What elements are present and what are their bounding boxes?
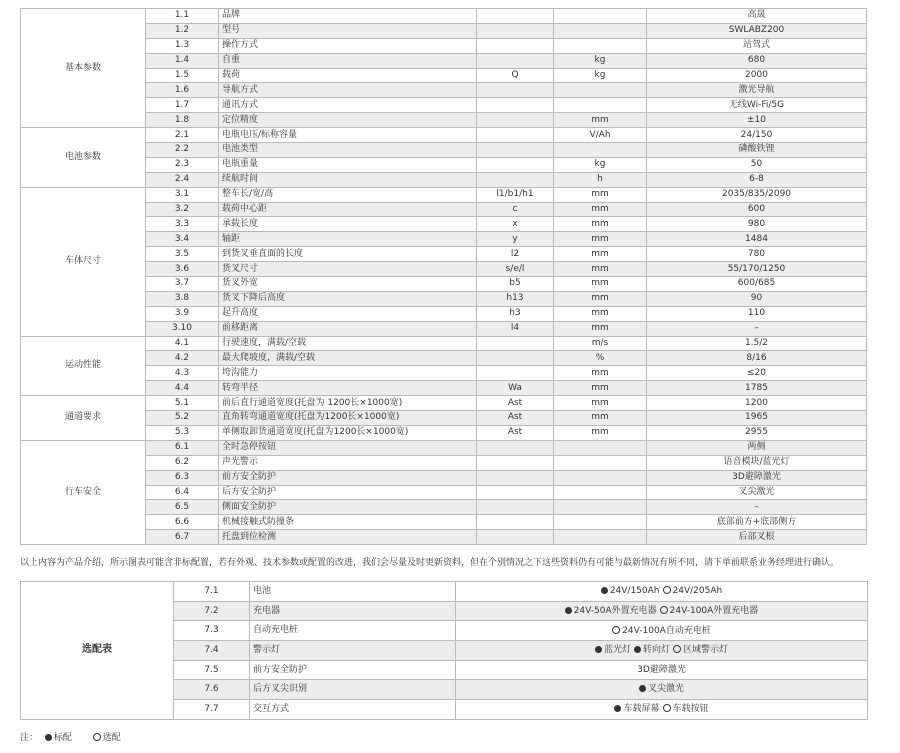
row-unit <box>554 515 647 530</box>
row-unit: mm <box>554 262 647 277</box>
legend <box>20 730 125 743</box>
option-label: 自动充电桩 <box>250 621 456 641</box>
table-row <box>21 98 867 113</box>
row-value: 磷酸铁锂 <box>647 143 867 158</box>
option-item-text: 24V/150Ah <box>609 586 660 597</box>
row-label: 定位精度 <box>219 113 477 128</box>
row-value: – <box>647 500 867 515</box>
row-label: 电瓶重量 <box>219 157 477 172</box>
row-value: 语音模块/蓝光灯 <box>647 455 867 470</box>
row-number: 3.7 <box>146 277 219 292</box>
row-unit: mm <box>554 291 647 306</box>
row-symbol <box>477 83 554 98</box>
table-row <box>21 515 867 530</box>
option-number: 7.1 <box>174 582 250 602</box>
option-item <box>595 645 631 655</box>
legend-standard: 标配 <box>45 733 72 743</box>
row-value: 站驾式 <box>647 38 867 53</box>
row-symbol: Ast <box>477 411 554 426</box>
row-value: 600/685 <box>647 277 867 292</box>
row-value: 叉尖激光 <box>647 485 867 500</box>
filled-circle-icon <box>601 587 608 594</box>
row-unit <box>554 530 647 545</box>
row-number: 1.5 <box>146 68 219 83</box>
row-label: 载荷 <box>219 68 477 83</box>
option-values <box>456 621 868 641</box>
option-label: 后方叉尖识别 <box>250 680 456 700</box>
legend-optional: 选配 <box>93 733 121 743</box>
table-row <box>21 500 867 515</box>
option-item <box>673 645 728 655</box>
row-value: 680 <box>647 53 867 68</box>
filled-circle-icon <box>595 646 602 653</box>
options-category: 选配表 <box>21 582 174 720</box>
option-item <box>663 586 723 596</box>
row-value: 2000 <box>647 68 867 83</box>
row-label: 单侧取卸货通道宽度(托盘为1200长×1000宽) <box>219 425 477 440</box>
option-item-text: 区域警示灯 <box>683 645 729 656</box>
option-item <box>660 606 759 616</box>
row-unit: mm <box>554 187 647 202</box>
row-number: 2.1 <box>146 128 219 143</box>
row-label: 自重 <box>219 53 477 68</box>
row-value: 后部叉根 <box>647 530 867 545</box>
row-symbol: c <box>477 202 554 217</box>
row-value: 高晟 <box>647 9 867 24</box>
row-value: 600 <box>647 202 867 217</box>
option-item-text: 24V-100A自动充电桩 <box>622 625 711 636</box>
row-value: 底部前方+底部侧方 <box>647 515 867 530</box>
row-unit <box>554 83 647 98</box>
row-label: 货叉外宽 <box>219 277 477 292</box>
table-row <box>21 440 867 455</box>
row-symbol <box>477 455 554 470</box>
option-item-text: 转向灯 <box>642 645 670 656</box>
row-label: 侧面安全防护 <box>219 500 477 515</box>
row-label: 电池类型 <box>219 143 477 158</box>
row-symbol <box>477 157 554 172</box>
row-unit <box>554 440 647 455</box>
row-symbol <box>477 98 554 113</box>
row-unit: mm <box>554 366 647 381</box>
row-number: 2.3 <box>146 157 219 172</box>
option-item-text: 叉尖激光 <box>647 684 684 695</box>
row-unit <box>554 143 647 158</box>
row-symbol: h13 <box>477 291 554 306</box>
row-unit <box>554 98 647 113</box>
options-table <box>20 581 868 720</box>
row-value: 无线Wi-Fi/5G <box>647 98 867 113</box>
row-unit: mm <box>554 217 647 232</box>
filled-circle-icon <box>639 685 646 692</box>
open-circle-icon <box>673 645 681 653</box>
row-number: 6.3 <box>146 470 219 485</box>
row-number: 3.9 <box>146 306 219 321</box>
open-circle-icon <box>93 733 101 741</box>
table-row <box>21 366 867 381</box>
row-symbol <box>477 500 554 515</box>
table-row <box>21 291 867 306</box>
row-value: 1785 <box>647 381 867 396</box>
row-value: 两侧 <box>647 440 867 455</box>
table-row <box>21 113 867 128</box>
row-symbol <box>477 351 554 366</box>
table-row <box>21 425 867 440</box>
table-row <box>21 68 867 83</box>
row-unit: mm <box>554 321 647 336</box>
table-row <box>21 336 867 351</box>
row-symbol: l1/b1/h1 <box>477 187 554 202</box>
row-label: 前后直行通道宽度(托盘为 1200长×1000宽) <box>219 396 477 411</box>
option-number: 7.2 <box>174 601 250 621</box>
row-label: 品牌 <box>219 9 477 24</box>
row-number: 4.1 <box>146 336 219 351</box>
row-unit: mm <box>554 381 647 396</box>
row-label: 轴距 <box>219 232 477 247</box>
row-unit: mm <box>554 396 647 411</box>
row-label: 到货叉垂直面的长度 <box>219 247 477 262</box>
row-unit: kg <box>554 53 647 68</box>
row-number: 3.1 <box>146 187 219 202</box>
row-number: 6.1 <box>146 440 219 455</box>
row-value: 8/16 <box>647 351 867 366</box>
row-unit: mm <box>554 425 647 440</box>
row-number: 1.2 <box>146 23 219 38</box>
row-label: 整车长/宽/高 <box>219 187 477 202</box>
table-row <box>21 262 867 277</box>
row-symbol: Wa <box>477 381 554 396</box>
row-value: 90 <box>647 291 867 306</box>
row-value: 激光导航 <box>647 83 867 98</box>
row-value: SWLABZ200 <box>647 23 867 38</box>
disclaimer: 以上内容为产品介绍，所示图表可能含非标配置，若有外观、技术参数或配置的改进，我们会尽量及时更新资料，但在个别情况之下这些资料仍有可能与最新情况有所不同，请下单前联系业务经理进行确认。 <box>20 558 840 568</box>
row-symbol <box>477 38 554 53</box>
row-number: 1.4 <box>146 53 219 68</box>
row-symbol <box>477 113 554 128</box>
row-unit: mm <box>554 247 647 262</box>
row-unit: mm <box>554 232 647 247</box>
row-unit: mm <box>554 202 647 217</box>
row-label: 操作方式 <box>219 38 477 53</box>
open-circle-icon <box>660 606 668 614</box>
row-value: 1200 <box>647 396 867 411</box>
row-value: ≤20 <box>647 366 867 381</box>
option-item <box>614 704 659 714</box>
row-symbol: x <box>477 217 554 232</box>
row-number: 4.2 <box>146 351 219 366</box>
category-cell: 行车安全 <box>21 440 146 544</box>
row-value: 780 <box>647 247 867 262</box>
row-unit: mm <box>554 306 647 321</box>
option-label: 电池 <box>250 582 456 602</box>
row-label: 前方安全防护 <box>219 470 477 485</box>
row-label: 续航时间 <box>219 172 477 187</box>
option-item <box>663 704 709 714</box>
table-row <box>21 411 867 426</box>
option-number: 7.6 <box>174 680 250 700</box>
row-symbol <box>477 530 554 545</box>
table-row <box>21 53 867 68</box>
category-cell: 基本参数 <box>21 9 146 128</box>
option-number: 7.5 <box>174 660 250 680</box>
table-row <box>21 455 867 470</box>
table-row <box>21 38 867 53</box>
option-label: 交互方式 <box>250 700 456 720</box>
row-value: – <box>647 321 867 336</box>
row-number: 1.3 <box>146 38 219 53</box>
row-symbol <box>477 53 554 68</box>
table-row <box>21 396 867 411</box>
row-label: 行驶速度，满载/空载 <box>219 336 477 351</box>
row-symbol: l4 <box>477 321 554 336</box>
option-values <box>456 641 868 661</box>
row-symbol: Ast <box>477 396 554 411</box>
table-row <box>21 143 867 158</box>
row-unit <box>554 23 647 38</box>
row-value: 1484 <box>647 232 867 247</box>
row-value: 2035/835/2090 <box>647 187 867 202</box>
row-unit <box>554 470 647 485</box>
row-symbol <box>477 23 554 38</box>
option-number: 7.3 <box>174 621 250 641</box>
table-row <box>21 470 867 485</box>
row-symbol <box>477 470 554 485</box>
row-number: 1.8 <box>146 113 219 128</box>
row-symbol <box>477 336 554 351</box>
row-symbol <box>477 128 554 143</box>
row-symbol <box>477 515 554 530</box>
row-value: 1965 <box>647 411 867 426</box>
table-row <box>21 485 867 500</box>
table-row <box>21 157 867 172</box>
row-number: 5.2 <box>146 411 219 426</box>
category-cell: 电池参数 <box>21 128 146 188</box>
row-label: 导航方式 <box>219 83 477 98</box>
option-item-text: 3D避障激光 <box>637 664 686 675</box>
table-row <box>21 217 867 232</box>
legend-prefix: 注： <box>20 733 39 743</box>
category-cell: 车体尺寸 <box>21 187 146 336</box>
table-row <box>21 83 867 98</box>
table-row <box>21 321 867 336</box>
row-number: 1.7 <box>146 98 219 113</box>
row-number: 2.2 <box>146 143 219 158</box>
filled-circle-icon <box>634 646 641 653</box>
row-label: 垮沟能力 <box>219 366 477 381</box>
row-unit: V/Ah <box>554 128 647 143</box>
row-number: 3.2 <box>146 202 219 217</box>
row-number: 5.1 <box>146 396 219 411</box>
row-number: 1.1 <box>146 9 219 24</box>
row-number: 4.4 <box>146 381 219 396</box>
filled-circle-icon <box>565 607 572 614</box>
row-value: 24/150 <box>647 128 867 143</box>
table-row <box>21 9 867 24</box>
option-label: 前方安全防护 <box>250 660 456 680</box>
row-symbol: l2 <box>477 247 554 262</box>
row-value: 2955 <box>647 425 867 440</box>
row-symbol <box>477 366 554 381</box>
table-row <box>21 530 867 545</box>
option-item <box>637 665 686 675</box>
row-symbol <box>477 440 554 455</box>
table-row <box>21 202 867 217</box>
option-number: 7.7 <box>174 700 250 720</box>
row-value: 50 <box>647 157 867 172</box>
row-symbol: b5 <box>477 277 554 292</box>
option-item <box>565 606 657 616</box>
row-symbol <box>477 172 554 187</box>
row-number: 6.2 <box>146 455 219 470</box>
filled-circle-icon <box>614 705 621 712</box>
row-value: 3D避障激光 <box>647 470 867 485</box>
option-values <box>456 601 868 621</box>
row-label: 直角转弯通道宽度(托盘为1200长×1000宽) <box>219 411 477 426</box>
table-row <box>21 128 867 143</box>
row-number: 1.6 <box>146 83 219 98</box>
row-symbol: h3 <box>477 306 554 321</box>
row-number: 3.10 <box>146 321 219 336</box>
option-item-text: 蓝光灯 <box>603 645 631 656</box>
row-unit: kg <box>554 68 647 83</box>
row-number: 6.4 <box>146 485 219 500</box>
row-unit <box>554 9 647 24</box>
row-unit: kg <box>554 157 647 172</box>
table-row <box>21 277 867 292</box>
row-symbol: Q <box>477 68 554 83</box>
row-symbol: s/e/l <box>477 262 554 277</box>
option-item <box>601 586 660 596</box>
option-item-text: 24V/205Ah <box>672 586 723 597</box>
row-label: 货叉尺寸 <box>219 262 477 277</box>
option-values <box>456 660 868 680</box>
row-symbol <box>477 143 554 158</box>
row-value: 110 <box>647 306 867 321</box>
row-value: 980 <box>647 217 867 232</box>
row-unit: mm <box>554 411 647 426</box>
row-unit: m/s <box>554 336 647 351</box>
category-cell: 运动性能 <box>21 336 146 396</box>
row-number: 6.6 <box>146 515 219 530</box>
option-item-text: 车载屏幕 <box>623 704 660 715</box>
row-number: 4.3 <box>146 366 219 381</box>
row-unit: % <box>554 351 647 366</box>
row-symbol <box>477 9 554 24</box>
row-symbol: Ast <box>477 425 554 440</box>
row-number: 3.3 <box>146 217 219 232</box>
table-row <box>21 187 867 202</box>
row-unit <box>554 455 647 470</box>
row-value: 55/170/1250 <box>647 262 867 277</box>
row-unit: mm <box>554 277 647 292</box>
row-symbol: y <box>477 232 554 247</box>
row-number: 2.4 <box>146 172 219 187</box>
table-row <box>21 172 867 187</box>
row-number: 6.7 <box>146 530 219 545</box>
row-label: 全时急停按钮 <box>219 440 477 455</box>
row-label: 型号 <box>219 23 477 38</box>
spec-table <box>20 8 867 545</box>
table-row <box>21 232 867 247</box>
open-circle-icon <box>612 626 620 634</box>
row-label: 前移距离 <box>219 321 477 336</box>
row-number: 3.4 <box>146 232 219 247</box>
row-label: 电瓶电压/标称容量 <box>219 128 477 143</box>
row-symbol <box>477 485 554 500</box>
row-label: 声光警示 <box>219 455 477 470</box>
row-unit <box>554 500 647 515</box>
row-label: 起升高度 <box>219 306 477 321</box>
table-row <box>21 351 867 366</box>
option-item <box>612 626 711 636</box>
row-unit <box>554 485 647 500</box>
row-label: 最大爬坡度，满载/空载 <box>219 351 477 366</box>
row-label: 托盘到位检测 <box>219 530 477 545</box>
table-row <box>21 23 867 38</box>
row-label: 机械接触式防撞条 <box>219 515 477 530</box>
row-label: 后方安全防护 <box>219 485 477 500</box>
option-item-text: 24V-50A外置充电器 <box>573 606 657 617</box>
table-row <box>21 247 867 262</box>
option-label: 警示灯 <box>250 641 456 661</box>
option-item-text: 车载按钮 <box>672 704 709 715</box>
table-row <box>21 381 867 396</box>
option-number: 7.4 <box>174 641 250 661</box>
option-values <box>456 700 868 720</box>
row-label: 载荷中心距 <box>219 202 477 217</box>
option-values <box>456 680 868 700</box>
option-item <box>639 684 684 694</box>
row-unit: h <box>554 172 647 187</box>
row-number: 6.5 <box>146 500 219 515</box>
row-unit <box>554 38 647 53</box>
row-number: 3.8 <box>146 291 219 306</box>
row-label: 承载长度 <box>219 217 477 232</box>
open-circle-icon <box>663 586 671 594</box>
open-circle-icon <box>663 704 671 712</box>
filled-circle-icon <box>45 734 52 741</box>
option-item-text: 24V-100A外置充电器 <box>669 606 759 617</box>
row-value: ±10 <box>647 113 867 128</box>
row-label: 通讯方式 <box>219 98 477 113</box>
table-row <box>21 306 867 321</box>
option-item <box>634 645 670 655</box>
row-number: 3.6 <box>146 262 219 277</box>
category-cell: 通道要求 <box>21 396 146 441</box>
row-unit: mm <box>554 113 647 128</box>
option-row <box>21 582 868 602</box>
row-label: 转弯半径 <box>219 381 477 396</box>
row-number: 5.3 <box>146 425 219 440</box>
option-label: 充电器 <box>250 601 456 621</box>
row-value: 6-8 <box>647 172 867 187</box>
row-label: 货叉下降后高度 <box>219 291 477 306</box>
option-values <box>456 582 868 602</box>
row-value: 1.5/2 <box>647 336 867 351</box>
row-number: 3.5 <box>146 247 219 262</box>
